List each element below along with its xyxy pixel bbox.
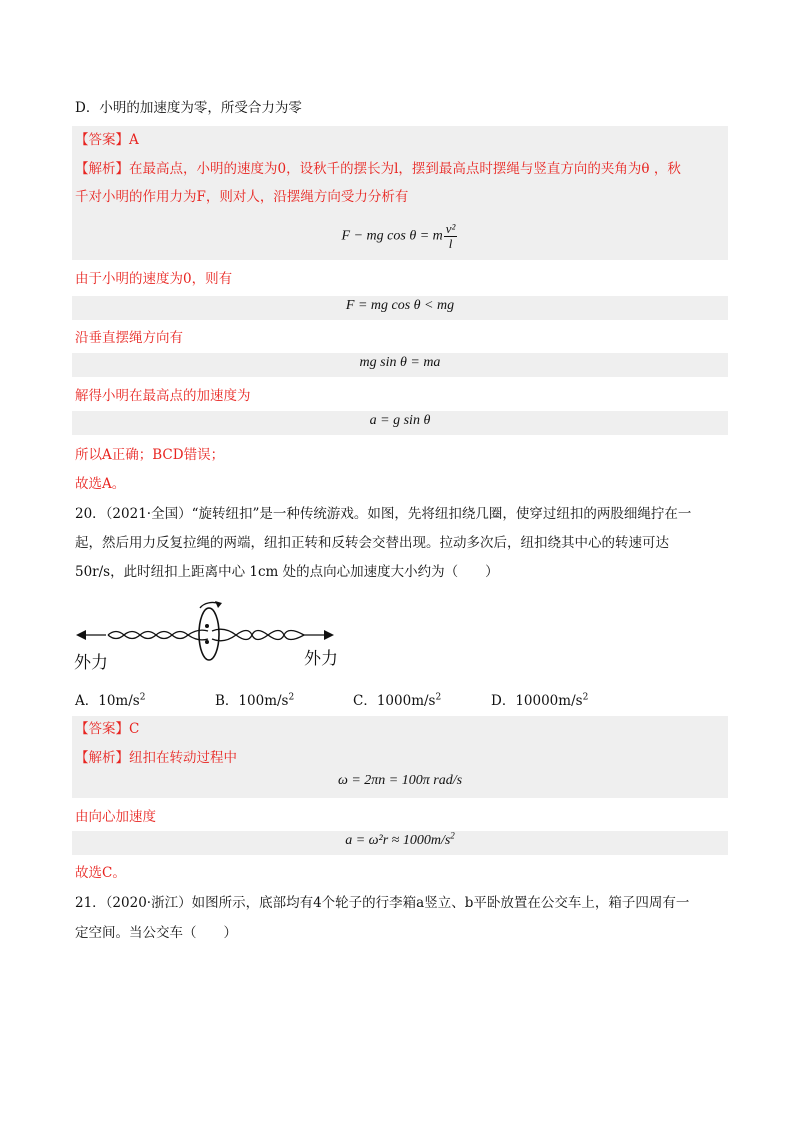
formula-fraction [444, 222, 458, 251]
spinning-button-figure [72, 590, 352, 674]
right-string-upper [212, 629, 304, 639]
formula-centripetal-main: a = ω²r ≈ 1000m/s [345, 833, 451, 848]
option-b [215, 690, 294, 712]
option-b-sup: 2 [288, 692, 295, 703]
q20-answer-tag: 【答案】 [75, 721, 129, 737]
formula-omega: ω = 2πn = 100π rad/s [337, 773, 463, 788]
option-a-value: 10m/s [98, 693, 140, 709]
formula-left: F − mg cos θ = m [341, 228, 443, 244]
option-d: D．小明的加速度为零，所受合力为零 [75, 100, 302, 116]
q20-stem-3: 50r/s，此时纽扣上距离中心 1cm 处的点向心加速度大小约为（ ） [75, 564, 499, 580]
right-string-lower [212, 631, 304, 641]
formula-perpendicular: mg sin θ = ma [359, 355, 441, 370]
analysis-tag: 【解析】 [75, 161, 129, 177]
button-hole-2 [205, 640, 209, 644]
formula-acceleration: a = g sin θ [369, 413, 431, 428]
option-c-value: 1000m/s [376, 693, 436, 709]
q21-stem-1: 21．（2020·浙江）如图所示，底部均有4个轮子的行李箱a竖立、b平卧放置在公交车上，箱子四周有一 [75, 895, 690, 911]
option-a [75, 690, 145, 712]
q20-analysis-line [75, 747, 728, 769]
q20-choose-c: 故选C。 [75, 865, 126, 881]
option-b-letter: B． [215, 693, 239, 709]
answer-value: A [129, 132, 139, 148]
option-b-value: 100m/s [238, 693, 289, 709]
option-d-letter: D． [491, 693, 516, 709]
text-choose-a: 故选A。 [75, 476, 126, 492]
answer-line-q19 [75, 129, 728, 151]
button-ellipse [199, 608, 219, 660]
formula-centripetal [72, 830, 728, 849]
figure-label-right: 外力 [304, 649, 338, 669]
analysis-line-1 [75, 158, 728, 180]
formula-tension [72, 222, 728, 251]
left-arrow-head [76, 630, 86, 640]
answer-tag: 【答案】 [75, 132, 129, 148]
formula-force: F = mg cos θ < mg [345, 298, 455, 313]
q20-answer-line [75, 718, 728, 740]
text-acceleration: 解得小明在最高点的加速度为 [75, 388, 251, 404]
option-c-sup: 2 [435, 692, 442, 703]
option-d-value: 10000m/s [515, 693, 583, 709]
button-hole-1 [205, 624, 209, 628]
formula-centripetal-sup: 2 [450, 830, 455, 841]
rotation-arrowhead [215, 601, 222, 608]
q20-stem-2: 起，然后用力反复拉绳的两端，纽扣正转和反转会交替出现。拉动多次后，纽扣绕其中心的转速可达 [75, 535, 669, 551]
q21-stem-2: 定空间。当公交车（ ） [75, 925, 237, 941]
right-arrow-head [324, 630, 334, 640]
option-d-sup: 2 [582, 692, 589, 703]
text-conclusion: 所以A正确；BCD错误； [75, 447, 225, 463]
analysis-text-1: 在最高点，小明的速度为0，设秋千的摆长为l，摆到最高点时摆绳与竖直方向的夹角为θ ，秋 [129, 161, 681, 177]
text-velocity-zero: 由于小明的速度为0，则有 [75, 271, 233, 287]
fraction-numerator: v² [445, 221, 456, 236]
q20-analysis-text: 纽扣在转动过程中 [129, 750, 237, 766]
figure-label-left: 外力 [74, 653, 108, 673]
analysis-line-2: 千对小明的作用力为F，则对人，沿摆绳方向受力分析有 [75, 189, 409, 205]
option-c [353, 690, 441, 712]
option-c-letter: C． [353, 693, 377, 709]
option-a-letter: A． [75, 693, 99, 709]
text-perpendicular: 沿垂直摆绳方向有 [75, 330, 183, 346]
fraction-denominator: l [448, 236, 453, 251]
option-d-q20 [491, 690, 588, 712]
q20-text-centripetal: 由向心加速度 [75, 809, 156, 825]
q20-analysis-tag: 【解析】 [75, 750, 129, 766]
option-a-sup: 2 [139, 692, 146, 703]
q20-stem-1: 20．（2021·全国）“旋转纽扣”是一种传统游戏。如图，先将纽扣绕几圈，使穿过纽扣的两股细绳拧在一 [75, 506, 692, 522]
q20-answer-value: C [129, 721, 140, 737]
